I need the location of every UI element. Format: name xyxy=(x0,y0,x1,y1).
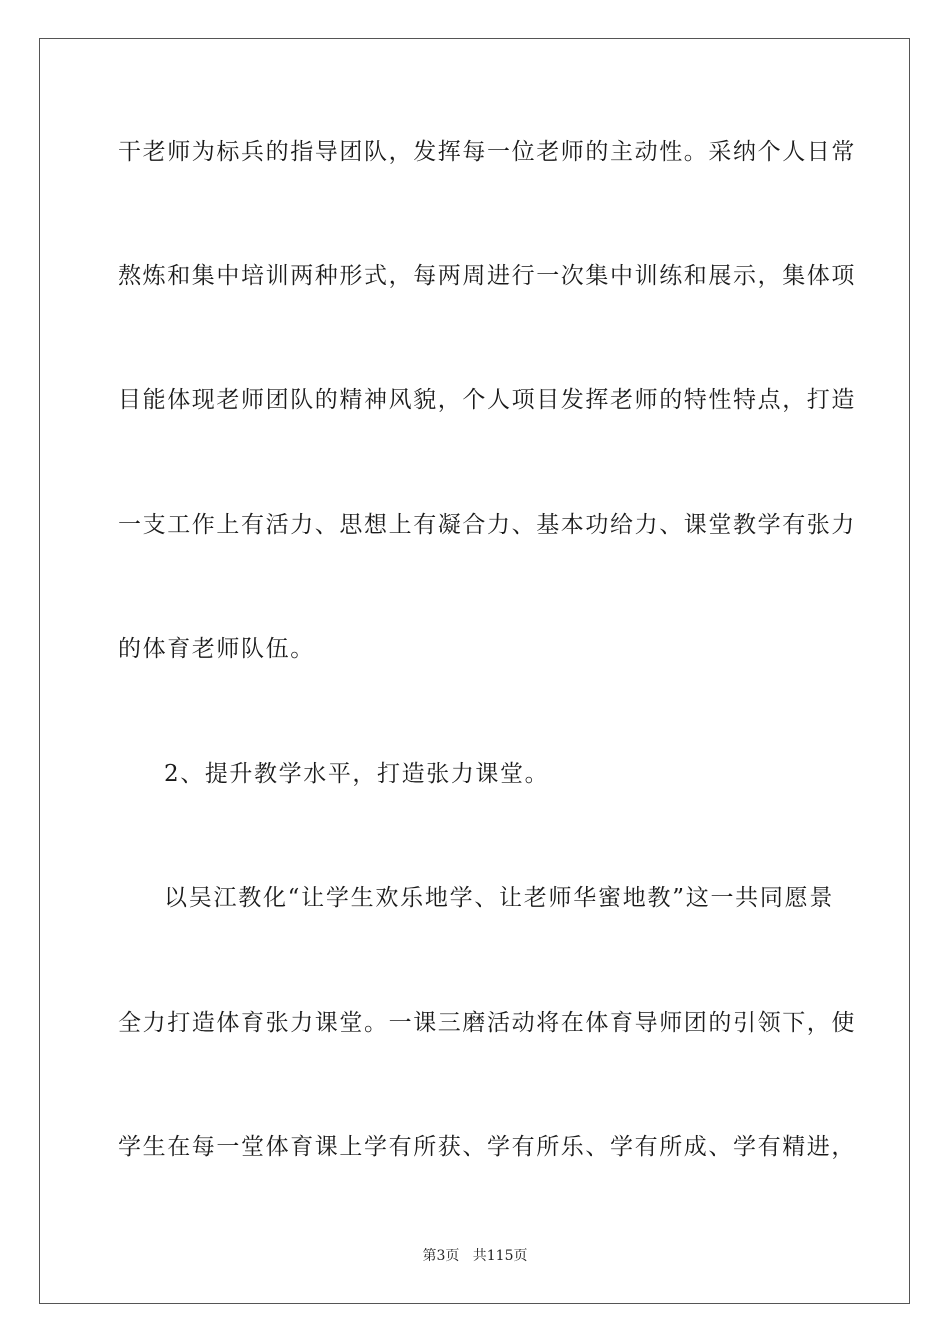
paragraph-line-7: 全力打造体育张力课堂。一课三磨活动将在体育导师团的引领下，使 xyxy=(118,1010,856,1036)
page-border xyxy=(39,38,910,1304)
paragraph-line-5: 的体育老师队伍。 xyxy=(118,636,315,662)
paragraph-line-6: 以吴江教化“让学生欢乐地学、让老师华蜜地教”这一共同愿景 xyxy=(164,885,834,911)
paragraph-line-8: 学生在每一堂体育课上学有所获、学有所乐、学有所成、学有精进， xyxy=(118,1134,856,1160)
section-heading: 2、提升教学水平，打造张力课堂。 xyxy=(164,761,550,787)
page-number-footer: 第3页 共115页 xyxy=(422,1248,528,1264)
paragraph-line-4: 一支工作上有活力、思想上有凝合力、基本功给力、课堂教学有张力 xyxy=(118,512,856,538)
paragraph-line-2: 熬炼和集中培训两种形式，每两周进行一次集中训练和展示，集体项 xyxy=(118,263,856,289)
paragraph-line-1: 干老师为标兵的指导团队，发挥每一位老师的主动性。采纳个人日常 xyxy=(118,139,856,165)
paragraph-line-3: 目能体现老师团队的精神风貌，个人项目发挥老师的特性特点，打造 xyxy=(118,387,856,413)
